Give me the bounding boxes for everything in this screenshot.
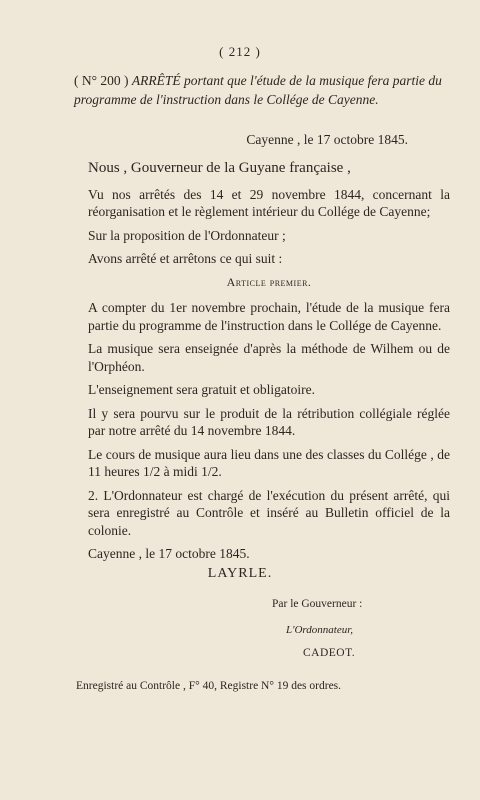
article-heading: Article premier.: [226, 274, 312, 289]
paragraph-avons: Avons arrêté et arrêtons ce qui suit :: [88, 251, 283, 266]
paragraph-proposition: Sur la proposition de l'Ordonnateur ;: [88, 227, 286, 243]
signature-cadeot: CADEOT.: [303, 647, 356, 659]
paragraph-a-compter: A compter du 1er novembre prochain, l'étude de la musique fera partie du programme de l'instruction dans le Collége de Cayenne.: [88, 300, 450, 333]
decree-subject: portant que l'étude de la musique fera partie du programme de l'instruction dans le Collége de Cayenne.: [74, 73, 442, 107]
registration-footer: Enregistré au Contrôle , F° 40, Registre N° 19 des ordres.: [76, 680, 342, 692]
paragraph-retribution: Il y sera pourvu sur le produit de la rétribution collégiale réglée par notre arrêté du 14 novembre 1844.: [88, 405, 450, 438]
par-le-gouverneur: Par le Gouverneur :: [272, 598, 363, 610]
paragraph-cours: Le cours de musique aura lieu dans une des classes du Collége , de 11 heures 1/2 à midi 1/2.: [88, 446, 450, 479]
paragraph-methode: La musique sera enseignée d'après la méthode de Wilhem ou de l'Orphéon.: [88, 341, 450, 374]
paragraph-execution: 2. L'Ordonnateur est chargé de l'exécution du présent arrêté, qui sera enregistré au Contrôle et inséré au Bulletin officiel de la colonie.: [88, 487, 450, 538]
signature-layrle: LAYRLE.: [207, 566, 273, 581]
dateline: Cayenne , le 17 octobre 1845.: [246, 132, 408, 147]
paragraph-gratuit: L'enseignement sera gratuit et obligatoire.: [88, 382, 315, 397]
paragraph-vu: Vu nos arrêtés des 14 et 29 novembre 1844, concernant la réorganisation et le règlement intérieur du Collége de Cayenne;: [88, 186, 450, 219]
decree-heading: [74, 72, 459, 109]
ordonnateur-role: L'Ordonnateur,: [286, 624, 354, 636]
page-number: ( 212 ): [219, 44, 261, 59]
decree-number: ( N° 200 ): [74, 73, 129, 88]
closing-date: Cayenne , le 17 octobre 1845.: [88, 546, 250, 561]
nous-gouverneur: Nous , Gouverneur de la Guyane française ,: [88, 160, 351, 176]
decree-body: [88, 160, 450, 569]
decree-title: ARRÊTÉ: [131, 73, 181, 88]
